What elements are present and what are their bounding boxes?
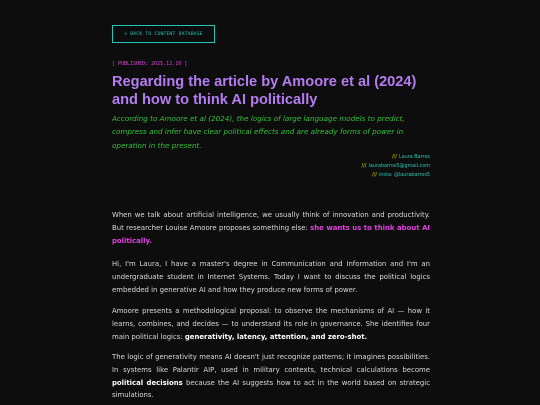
slash-icon: /// bbox=[391, 154, 397, 160]
paragraph-intro: When we talk about artificial intelligence, we usually think of innovation and productivity. But researcher Louise Amoore proposes something else: she wants us to think about AI politically. bbox=[112, 211, 430, 245]
highlight-text: she wants us to think about AI politically. bbox=[112, 223, 430, 245]
contact-instagram[interactable]: /// insta: @laurabarros5 bbox=[371, 171, 430, 178]
published-date: [ PUBLISHED: 2025.12.10 ] bbox=[112, 61, 188, 67]
back-to-database-button[interactable]: < BACK TO CONTENT DATABASE bbox=[112, 25, 215, 43]
paragraph-generativity: The logic of generativity means AI doesn't just recognize patterns; it imagines possibilities. In systems like Palantir AIP, used in military contexts, technical calculations become political decisions because the AI suggests how to act in the world based on strategic simulations. bbox=[112, 353, 430, 400]
slash-icon: /// bbox=[371, 171, 377, 178]
paragraph-author: Hi, I'm Laura, I have a master's degree in Communication and Information and I'm an undergraduate student in Internet Systems. Today I want to discuss the political logics embedded in generative AI and how they produce new forms of power. bbox=[112, 260, 430, 294]
bold-text: political decisions bbox=[112, 378, 183, 387]
paragraph-logics: Amoore presents a methodological proposal: to observe the mechanisms of AI — how it learns, combines, and decides — to understand its role in governance. She identifies four main political logics: generativity, latency, attention, and zero-shot. bbox=[112, 307, 430, 341]
contact-email[interactable]: /// laurabarros5@gmail.com bbox=[361, 162, 430, 169]
contact-name: /// Laura Barros bbox=[391, 154, 430, 160]
author-contacts bbox=[362, 153, 430, 179]
bold-text: generativity, latency, attention, and zero-shot. bbox=[184, 332, 368, 341]
slash-icon: /// bbox=[361, 162, 367, 169]
article-subtitle: According to Amoore et al (2024), the logics of large language models to predict, compress and infer have clear political effects and are already forms of power in operation in the present. bbox=[112, 114, 405, 150]
article-title: Regarding the article by Amoore et al (2024) and how to think AI politically bbox=[112, 74, 417, 108]
